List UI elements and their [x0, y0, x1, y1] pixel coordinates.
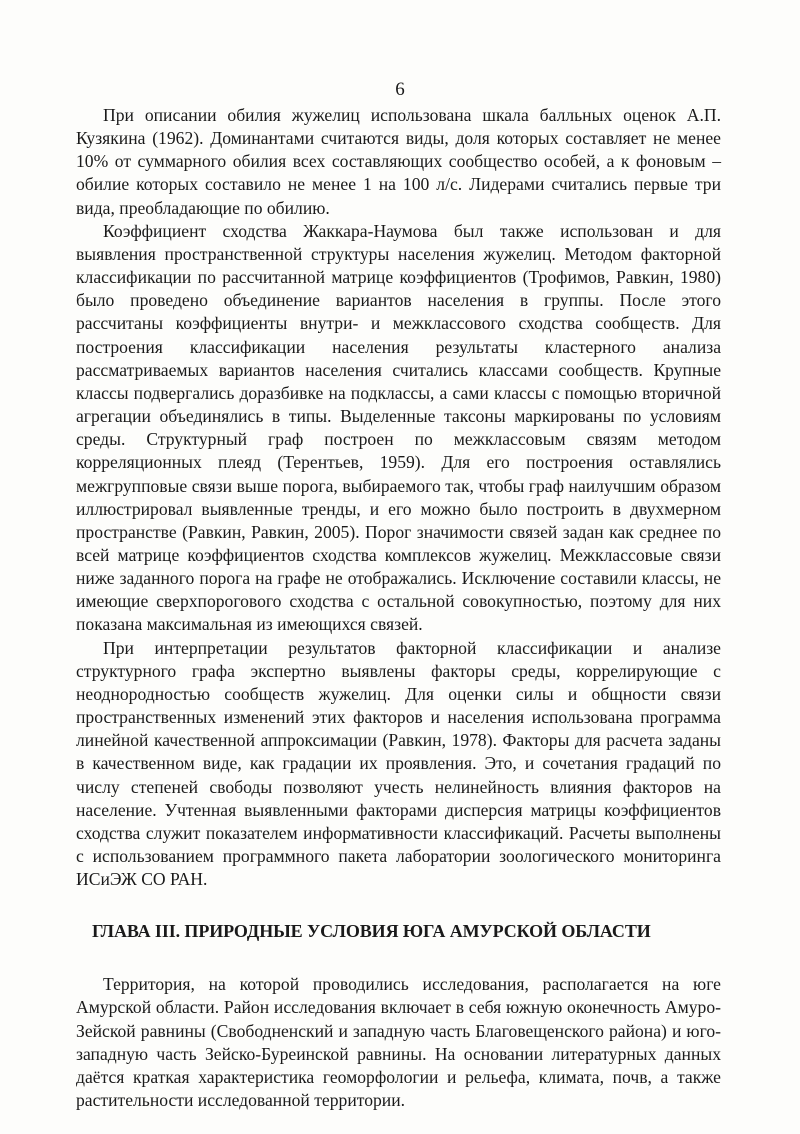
paragraph-abundance-scale: При описании обилия жужелиц использована шкала балльных оценок А.П. Кузякина (1962). Доминантами считаются виды, доля которых составляет не менее 10% от суммарного обилия всех составляющих сообщество особей, а к фоновым – обилие которых составило не менее 1 на 100 л/с. Лидерами считались первые три вида, преобладающие по обилию. — [76, 105, 721, 218]
page-number: 6 — [395, 79, 405, 100]
page-content — [76, 104, 721, 1112]
paragraph-territory: Территория, на которой проводились исследования, располагается на юге Амурской области. Район исследования включает в себя южную оконечность Амуро-Зейской равнины (Свободненский и западную часть Благовещенского района) и юго-западную часть Зейско-Буреинской равнины. На основании литературных данных даётся краткая характеристика геоморфологии и рельефа, климата, почв, а также растительности исследованной территории. — [76, 974, 721, 1111]
paragraph-similarity-coefficient: Коэффициент сходства Жаккара-Наумова был также использован и для выявления пространственной структуры населения жужелиц. Методом факторной классификации по рассчитанной матрице коэффициентов (Трофимов, Равкин, 1980) было проведено объединение вариантов населения в группы. После этого рассчитаны коэффициенты внутри- и межклассового сходства сообществ. Для построения классификации населения результаты кластерного анализа рассматриваемых вариантов населения считались классами сообществ. Крупные классы подвергались доразбивке на подклассы, а сами классы с помощью вторичной агрегации объединялись в типы. Выделенные таксоны маркированы по условиям среды. Структурный граф построен по межклассовым связям методом корреляционных плеяд (Терентьев, 1959). Для его построения оставлялись межгрупповые связи выше порога, выбираемого так, чтобы граф наилучшим образом иллюстрировал выявленные тренды, и его можно было построить в двухмерном пространстве (Равкин, Равкин, 2005). Порог значимости связей задан как среднее по всей матрице коэффициентов сходства комплексов жужелиц. Межклассовые связи ниже заданного порога на графе не отображались. Исключение составили классы, не имеющие сверхпорогового сходства с остальной совокупностью, поэтому для них показана максимальная из имеющихся связей. — [76, 220, 721, 635]
paragraph-factor-interpretation: При интерпретации результатов факторной классификации и анализе структурного графа экспертно выявлены факторы среды, коррелирующие с неоднородностью сообществ жужелиц. Для оценки силы и общности связи пространственных изменений этих факторов и населения использована программа линейной качественной аппроксимации (Равкин, 1978). Факторы для расчета заданы в качественном виде, как градации их проявления. Это, и сочетания градаций по числу степеней свободы позволяют учесть нелинейность влияния факторов на население. Учтенная выявленными факторами дисперсия матрицы коэффициентов сходства служит показателем информативности классификаций. Расчеты выполнены с использованием программного пакета лаборатории зоологического мониторинга ИСиЭЖ СО РАН. — [76, 637, 721, 890]
chapter-title: ГЛАВА III. ПРИРОДНЫЕ УСЛОВИЯ ЮГА АМУРСКОЙ ОБЛАСТИ — [92, 921, 651, 942]
